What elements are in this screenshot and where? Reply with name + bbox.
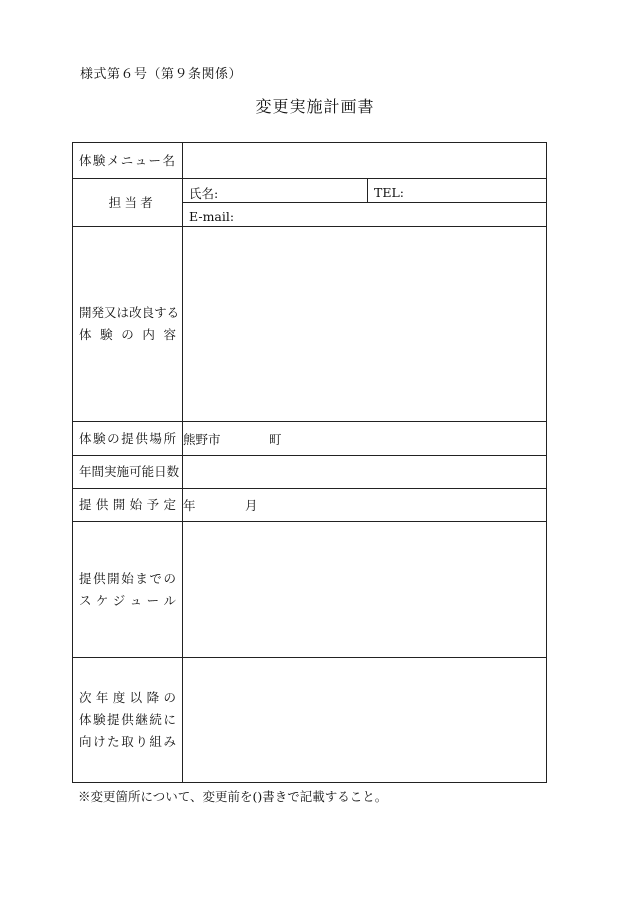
start-year-suffix: 年 xyxy=(183,498,196,513)
label-schedule-line2: ス ケ ジ ュ ー ル xyxy=(79,592,176,608)
row-contact-name xyxy=(73,179,547,203)
label-contact xyxy=(73,179,183,227)
label-continuation-line3: 向 け た 取 り 組 み xyxy=(79,734,176,749)
label-schedule-line1: 提 供 開 始 ま で の xyxy=(79,570,176,586)
location-city: 熊野市 xyxy=(183,431,221,447)
field-contact-name[interactable] xyxy=(183,179,368,203)
field-content[interactable] xyxy=(183,227,547,422)
label-annual-days xyxy=(73,456,183,489)
label-location xyxy=(73,422,183,456)
field-location[interactable] xyxy=(183,422,547,456)
label-text-annual-days: 年 間 実 施 可 能 日 数 xyxy=(79,464,180,479)
row-location xyxy=(73,422,547,456)
label-schedule xyxy=(73,522,183,658)
plan-form-table xyxy=(72,142,547,783)
row-schedule xyxy=(73,522,547,658)
footnote: ※変更箇所について、変更前を()書きで記載すること。 xyxy=(78,789,388,804)
label-content-line2: 体 験 の 内 容 xyxy=(79,327,176,342)
label-text-location: 体 験 の 提 供 場 所 xyxy=(79,430,176,446)
field-continuation[interactable] xyxy=(183,658,547,783)
row-continuation xyxy=(73,658,547,783)
form-number: 様式第６号（第９条関係） xyxy=(80,67,243,82)
document-title: 変更実施計画書 xyxy=(255,97,375,116)
field-contact-email[interactable] xyxy=(183,203,547,227)
location-town-suffix: 町 xyxy=(269,431,282,447)
field-annual-days[interactable] xyxy=(183,456,547,489)
field-menu-name[interactable] xyxy=(183,143,547,179)
contact-tel-label: TEL: xyxy=(374,185,404,200)
label-text-start-plan: 提 供 開 始 予 定 xyxy=(79,497,176,512)
label-content-line1: 開 発 又 は 改 良 す る xyxy=(79,305,180,320)
field-contact-tel[interactable] xyxy=(368,179,547,203)
row-start-plan xyxy=(73,489,547,522)
label-content xyxy=(73,227,183,422)
label-menu-name xyxy=(73,143,183,179)
label-continuation-line2: 体 験 提 供 継 続 に xyxy=(79,712,176,727)
field-schedule[interactable] xyxy=(183,522,547,658)
start-month-suffix: 月 xyxy=(245,498,258,513)
label-text-menu-name: 体 験 メ ニ ュ ー 名 xyxy=(79,152,176,168)
contact-email-label: E-mail: xyxy=(189,209,235,224)
row-annual-days xyxy=(73,456,547,489)
label-continuation xyxy=(73,658,183,783)
label-continuation-line1: 次 年 度 以 降 の xyxy=(79,690,176,705)
contact-name-label: 氏名: xyxy=(189,185,219,201)
label-start-plan xyxy=(73,489,183,522)
row-content xyxy=(73,227,547,422)
field-start-plan[interactable] xyxy=(183,489,547,522)
row-menu-name xyxy=(73,143,547,179)
label-text-contact: 担 当 者 xyxy=(108,194,153,210)
